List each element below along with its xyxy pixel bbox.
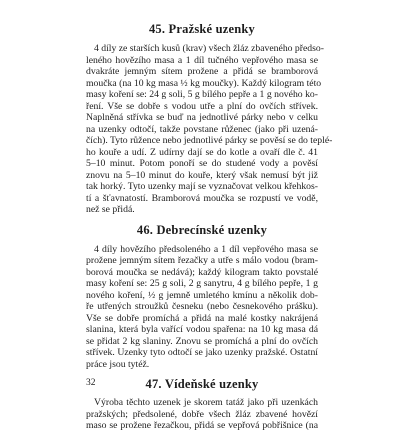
text-line: 5–10 minut. Potom ponoří se do studené vody a pověsí bbox=[86, 158, 318, 169]
text-line: dvakráte jemným sítem prožene a přidá se bramborová bbox=[86, 66, 318, 77]
text-line: slanina, která byla vařící vodou spařena: na 10 kg masa dá bbox=[86, 324, 318, 335]
text-line: než se přidá. bbox=[86, 204, 135, 215]
text-line: ho kouře a udí. Z udírny dají se do kotle a ovaří dle č. 41 bbox=[86, 146, 318, 158]
text-line: práce jsou tytéž. bbox=[86, 358, 150, 370]
text-line: pražských; předsolené, dobře všech žláz zbavené hovězí bbox=[86, 408, 318, 420]
text-line: čích). Tyto růžence nebo jednotlivé párky se pověsí se do teplé- bbox=[86, 135, 333, 146]
text-line: střívek. Uzenky tyto odtočí se jako uzenky pražské. Ostatní bbox=[86, 347, 318, 358]
text-line: tí a šťavnatostí. Bramborová moučka se rozpustí ve vodě, bbox=[86, 192, 318, 204]
text-line: tak horký. Tyto uzenky mají se vyznačovat velkou křehkos- bbox=[86, 181, 318, 192]
text-line: ře utřených stroužků česneku (nebo česnekového prášku). bbox=[86, 301, 318, 312]
text-line: maso se prožene řezačkou, přidá se vepřová pobřišnice (na bbox=[86, 420, 318, 431]
section-body-prague-sausages bbox=[86, 43, 333, 216]
text-line: masy koření se: 24 g soli, 5 g bílého pepře a 1 g nového ko- bbox=[86, 89, 318, 100]
text-line: Výroba těchto uzenek je skorem tatáž jako při uzenkách bbox=[94, 397, 318, 408]
text-line: Vše se dobře promíchá a přidá na malé kostky nakrájená bbox=[86, 312, 318, 324]
text-line: se přidat 2 kg slaniny. Znovu se promíchá a plní do ovčích bbox=[86, 335, 318, 347]
text-line: znovu na 5–10 minut do kouře, který však nemusí být již bbox=[86, 169, 318, 181]
text-line: nového koření, ½ g jemně umletého kmínu a několik dob- bbox=[86, 289, 318, 301]
text-column bbox=[86, 22, 333, 432]
section-heading-debrecen-sausages: 46. Debrecínské uzenky bbox=[136, 222, 268, 237]
text-line: leného hovězího masa a 1 díl tučného vepřového masa se bbox=[86, 54, 318, 66]
text-line: Naplněná střívka se buď na jednotlivé párky nebo v celku bbox=[86, 112, 318, 123]
section-body-vienna-sausages bbox=[86, 397, 318, 432]
section-heading-vienna-sausages: 47. Vídeňské uzenky bbox=[145, 377, 259, 391]
section-body-debrecen-sausages bbox=[86, 244, 318, 371]
text-line: 4 díly hovězího předsoleného a 1 díl vepřového masa se bbox=[94, 243, 318, 255]
text-line: ření. Vše se dobře s vodou utře a plní do ovčích střívek. bbox=[86, 100, 318, 112]
text-line: na uzenky odtočí, takže povstane růženec (jako při uzená- bbox=[86, 123, 318, 135]
text-line: borová moučka se nedává); každý kilogram takto povstalé bbox=[86, 266, 318, 278]
text-line: moučka (na 10 kg masa ½ kg moučky). Každý kilogram této bbox=[86, 77, 322, 89]
text-line: prožene jemným sítem řezačky a utře s málo vodou (bram- bbox=[86, 255, 318, 266]
page-number: 32 bbox=[86, 378, 96, 388]
text-line: 4 díly ze starších kusů (krav) všech žláz zbaveného předso- bbox=[94, 43, 324, 54]
section-heading-prague-sausages: 45. Pražské uzenky bbox=[148, 22, 256, 36]
text-line: masy koření se: 25 g soli, 2 g sanytru, 4 g bílého pepře, 1 g bbox=[86, 278, 318, 289]
